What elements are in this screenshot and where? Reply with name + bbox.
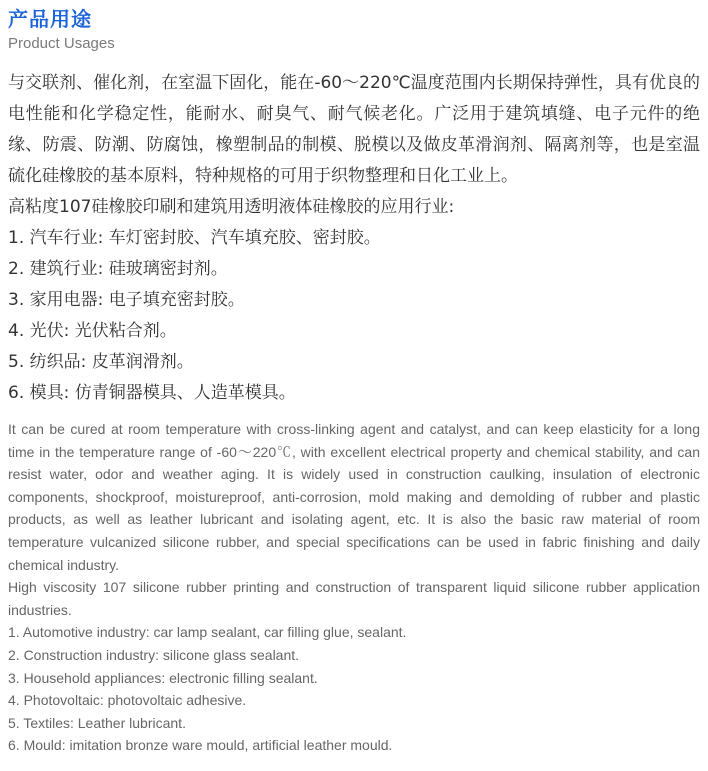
english-list-item: 1. Automotive industry: car lamp sealant, car filling glue, sealant.	[8, 624, 407, 641]
english-list-item: 3. Household appliances: electronic filling sealant.	[8, 669, 318, 686]
chinese-paragraph: 与交联剂、催化剂，在室温下固化，能在-60～220℃温度范围内长期保持弹性，具有优良的电性能和化学稳定性，能耐水、耐臭气、耐气候老化。广泛用于建筑填缝、电子元件的绝缘、防震、防潮、防腐蚀，橡塑制品的制模、脱模以及做皮革滑润剂、隔离剂等，也是室温硫化硅橡胶的基本原料，特种规格的可用于织物整理和日化工业上。	[8, 73, 700, 186]
chinese-list-item: 6. 模具: 仿青铜器模具、人造革模具。	[8, 383, 296, 403]
chinese-intro: 高粘度107硅橡胶印刷和建筑用透明液体硅橡胶的应用行业:	[8, 197, 455, 217]
chinese-list-item: 1. 汽车行业: 车灯密封胶、汽车填充胶、密封胶。	[8, 228, 381, 248]
english-list-item: 6. Mould: imitation bronze ware mould, artificial leather mould.	[8, 737, 393, 754]
chinese-list-item: 3. 家用电器: 电子填充密封胶。	[8, 290, 245, 310]
chinese-list-item: 4. 光伏: 光伏粘合剂。	[8, 321, 177, 341]
english-content	[8, 418, 700, 757]
chinese-content	[8, 68, 700, 409]
english-list-item: 5. Textiles: Leather lubricant.	[8, 714, 186, 731]
english-list-item: 2. Construction industry: silicone glass sealant.	[8, 646, 300, 663]
chinese-list-item: 5. 纺织品: 皮革润滑剂。	[8, 352, 194, 372]
chinese-list-item: 2. 建筑行业: 硅玻璃密封剂。	[8, 259, 228, 279]
english-paragraph: It can be cured at room temperature with cross-linking agent and catalyst, and can keep elasticity for a long time in the temperature range of -60～220℃, with excellent electrical property and chemical stability, and can resist water, odor and weather aging. It is widely used in construction caulking, insulation of electronic components, shockproof, moistureproof, anti-corrosion, mold making and demolding of rubber and plastic products, as well as leather lubricant and isolating agent, etc. It is also the basic raw material of room temperature vulcanized silicone rubber, and special specifications can be used in fabric finishing and daily chemical industry.	[8, 421, 700, 573]
english-list-item: 4. Photovoltaic: photovoltaic adhesive.	[8, 692, 247, 709]
section-header	[8, 6, 115, 54]
english-intro: High viscosity 107 silicone rubber printing and construction of transparent liquid silicone rubber application industries.	[8, 579, 700, 618]
page-title: 产品用途	[8, 7, 92, 31]
page-subtitle: Product Usages	[8, 35, 115, 52]
